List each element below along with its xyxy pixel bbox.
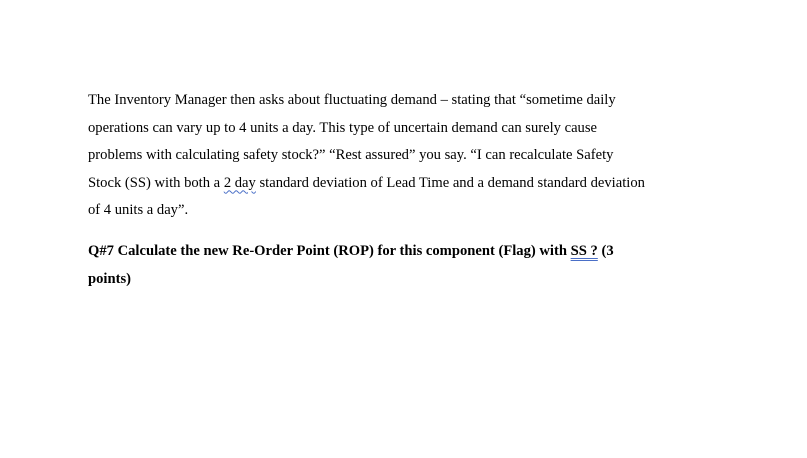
question-line: points) (88, 270, 131, 287)
grammar-flagged-text[interactable]: 2 day (223, 174, 256, 191)
grammar-flagged-text[interactable]: SS ? (570, 243, 598, 259)
paragraph-line: The Inventory Manager then asks about fluctuating demand – stating that “sometime daily (88, 92, 616, 108)
question-line (88, 238, 728, 266)
paragraph-line: operations can vary up to 4 units a day. This type of uncertain demand can surely cause (88, 119, 597, 136)
scenario-paragraph (88, 87, 728, 225)
paragraph-line (88, 170, 728, 198)
question-heading (88, 238, 728, 293)
paragraph-line: problems with calculating safety stock?” “Rest assured” you say. “I can recalculate Safety (88, 147, 614, 163)
paragraph-text: Stock (SS) with both a (88, 174, 224, 191)
paragraph-line: of 4 units a day”. (88, 202, 189, 218)
question-text: Q#7 Calculate the new Re-Order Point (ROP) for this component (Flag) with (88, 243, 571, 259)
question-text: (3 (597, 243, 614, 259)
paragraph-text: standard deviation of Lead Time and a demand standard deviation (255, 174, 645, 191)
